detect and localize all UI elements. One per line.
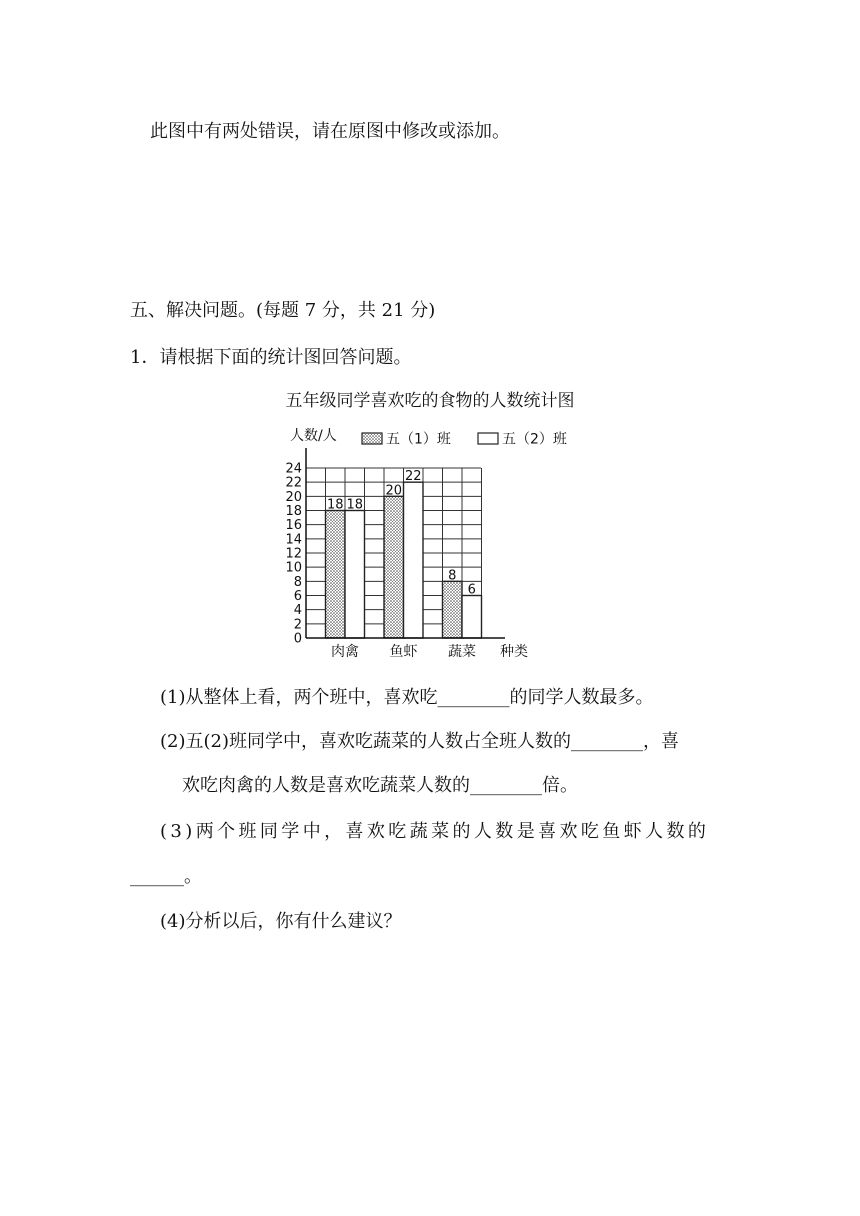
data-label: 18: [326, 497, 344, 513]
category-label: 蔬菜: [448, 644, 476, 660]
section-heading: 五、解决问题。(每题 7 分，共 21 分): [130, 300, 436, 321]
bar: [462, 596, 482, 639]
data-label: 6: [467, 582, 476, 598]
y-tick-label: 2: [293, 617, 302, 633]
data-label: 20: [385, 483, 403, 499]
category-label: 鱼虾: [389, 644, 418, 660]
y-tick-label: 16: [285, 518, 302, 534]
y-tick-label: 22: [285, 475, 302, 491]
question-1: 1．请根据下面的统计图回答问题。: [130, 347, 412, 368]
bar: [326, 511, 346, 639]
subquestion-4: (4)分析以后，你有什么建议？: [160, 911, 402, 932]
y-tick-label: 8: [293, 574, 302, 590]
subquestion-2-line1: (2)五(2)班同学中，喜欢吃蔬菜的人数占全班人数的________，喜: [160, 731, 679, 752]
y-axis-label: 人数/人: [290, 428, 337, 444]
data-label: 8: [448, 568, 457, 584]
bar: [345, 511, 365, 639]
data-label: 18: [346, 497, 364, 513]
y-tick-label: 14: [285, 532, 302, 548]
data-label: 22: [404, 469, 422, 485]
bar: [404, 482, 424, 638]
y-tick-label: 24: [285, 461, 302, 477]
y-tick-label: 12: [285, 546, 302, 562]
subquestion-2-line2: 欢吃肉禽的人数是喜欢吃蔬菜人数的________倍。: [182, 775, 578, 796]
y-tick-label: 6: [293, 589, 302, 604]
legend-swatch: [362, 433, 382, 444]
x-axis-label: 种类: [500, 644, 528, 660]
subquestion-3-line1: (3)两个班同学中，喜欢吃蔬菜的人数是喜欢吃鱼虾人数的: [160, 821, 710, 842]
legend-label: 五（1）班: [386, 431, 451, 448]
category-label: 肉禽: [331, 644, 359, 660]
subquestion-1: (1)从整体上看，两个班中，喜欢吃________的同学人数最多。: [160, 687, 654, 708]
intro-text: 此图中有两处错误，请在原图中修改或添加。: [150, 121, 510, 142]
chart-title: 五年级同学喜欢吃的食物的人数统计图: [285, 391, 575, 411]
y-tick-label: 0: [293, 631, 302, 647]
subquestion-3-line2: ______。: [130, 866, 202, 887]
legend-label: 五（2）班: [502, 431, 567, 448]
y-tick-label: 10: [285, 560, 302, 576]
y-tick-label: 20: [285, 489, 302, 505]
bar-chart: [0, 420, 860, 660]
legend-swatch: [478, 433, 498, 444]
y-tick-label: 4: [293, 603, 302, 619]
bar: [443, 581, 463, 638]
y-tick-label: 18: [285, 504, 302, 519]
bar: [384, 496, 404, 638]
